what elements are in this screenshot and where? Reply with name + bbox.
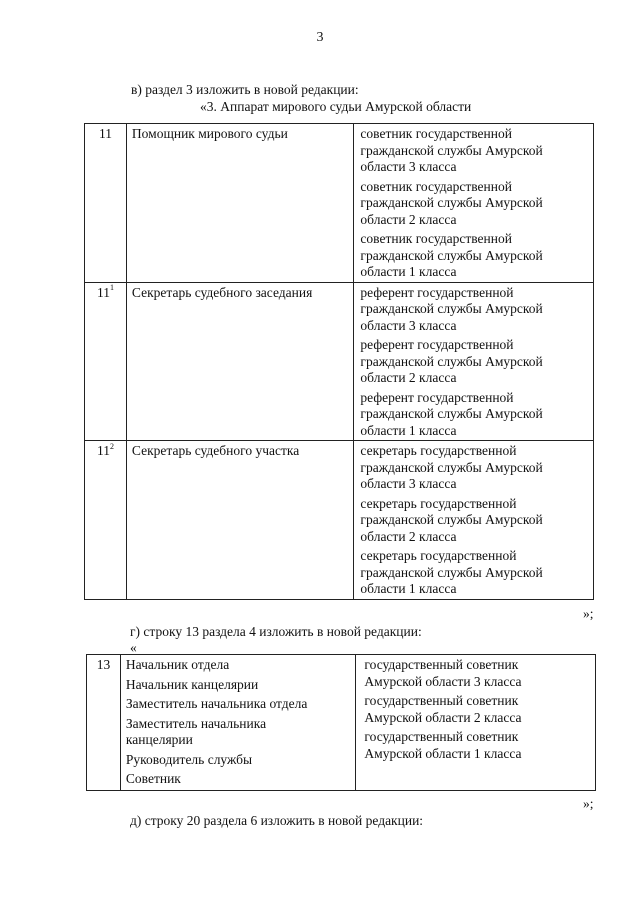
position-line: Советник (125, 771, 181, 786)
position-line: Начальник канцелярии (125, 676, 259, 692)
grade-line: Амурской области 3 класса (364, 673, 522, 689)
row-number-text: 11 (96, 443, 110, 458)
row-number-superscript: 2 (109, 441, 114, 451)
grade-line: области 3 класса (360, 476, 457, 491)
page-number: 3 (316, 30, 324, 45)
grade-line: гражданской службы Амурской (360, 247, 543, 263)
row-number-text: 11 (96, 284, 110, 300)
position-text: Помощник мирового судьи (131, 126, 288, 141)
grade-entry (360, 126, 593, 176)
position-entry (126, 657, 356, 674)
grade-entry (360, 231, 593, 281)
position-text: Секретарь судебного заседания (131, 284, 313, 300)
grade-line: Амурской области 1 класса (364, 745, 522, 761)
grade-line: секретарь государственной (360, 548, 517, 563)
grade-line: Амурской области 2 класса (364, 709, 522, 725)
grade-line: секретарь государственной (360, 495, 517, 511)
grade-line: области 3 класса (360, 317, 457, 333)
grade-line: референт государственной (360, 389, 514, 405)
grade-cell (356, 655, 596, 791)
grade-entry (360, 443, 593, 493)
grade-line: области 3 класса (360, 159, 457, 174)
grade-line: государственный советник (364, 657, 519, 672)
table-row (85, 124, 594, 283)
position-entry (126, 716, 356, 749)
position-entry (126, 696, 356, 713)
opening-quote: « (130, 640, 137, 655)
grade-entry (360, 285, 593, 335)
position-cell (120, 655, 356, 791)
grade-line: референт государственной (360, 337, 514, 352)
grade-line: государственный советник (364, 693, 519, 708)
position-line: Руководитель службы (125, 751, 253, 767)
grade-line: гражданской службы Амурской (360, 353, 543, 369)
table-row-13 (86, 654, 596, 791)
closing-quote: »; (583, 606, 594, 621)
row-number (85, 124, 127, 283)
grade-cell (354, 441, 594, 600)
grade-entry (360, 390, 593, 440)
position-entry (126, 752, 356, 769)
paragraph-d: д) строку 20 раздела 6 изложить в новой редакции: (130, 813, 424, 828)
position-cell (126, 282, 354, 441)
paragraph-v: в) раздел 3 изложить в новой редакции: (131, 82, 359, 97)
closing-quote-2: »; (583, 796, 594, 811)
table-row (87, 655, 596, 791)
grade-entry (364, 657, 595, 690)
grade-line: советник государственной (360, 178, 512, 194)
grade-line: области 1 класса (360, 422, 457, 438)
row-number: 13 (87, 655, 121, 791)
grade-line: гражданской службы Амурской (360, 195, 543, 210)
grade-entry (360, 496, 593, 546)
grade-entry (360, 337, 593, 387)
table-section-3 (84, 123, 594, 600)
grade-entry (364, 693, 595, 726)
grade-line: государственный советник (364, 729, 519, 744)
section-3-heading: «3. Аппарат мирового судьи Амурской области (200, 99, 472, 114)
row-number (85, 441, 127, 600)
grade-line: гражданской службы Амурской (360, 142, 543, 158)
grade-line: гражданской службы Амурской (360, 406, 543, 421)
row-number-text: 11 (98, 126, 112, 141)
position-line: Заместитель начальника отдела (125, 696, 308, 711)
position-cell (126, 441, 354, 600)
grade-entry (360, 548, 593, 598)
row-number-superscript: 1 (109, 283, 114, 292)
row-number (85, 282, 127, 441)
position-line: Начальник отдела (125, 657, 230, 672)
grade-line: области 2 класса (360, 211, 457, 227)
position-entry (126, 771, 356, 788)
position-entry (126, 677, 356, 694)
grade-line: секретарь государственной (360, 443, 517, 458)
grade-entry (364, 729, 595, 762)
grade-line: области 2 класса (360, 528, 457, 544)
grade-line: области 2 класса (360, 370, 457, 385)
paragraph-g: г) строку 13 раздела 4 изложить в новой редакции: (130, 624, 422, 639)
position-line: канцелярии (125, 732, 193, 747)
grade-line: области 1 класса (360, 264, 457, 279)
grade-line: гражданской службы Амурской (360, 564, 543, 580)
grade-line: гражданской службы Амурской (360, 459, 543, 475)
table-row (85, 282, 594, 441)
grade-line: гражданской службы Амурской (360, 301, 543, 316)
table-row (85, 441, 594, 600)
grade-cell (354, 124, 594, 283)
grade-line: советник государственной (360, 126, 512, 141)
position-text: Секретарь судебного участка (131, 443, 300, 458)
grade-line: гражданской службы Амурской (360, 512, 543, 527)
grade-line: области 1 класса (360, 581, 457, 596)
grade-line: советник государственной (360, 231, 512, 246)
position-cell (126, 124, 354, 283)
grade-cell (354, 282, 594, 441)
position-line: Заместитель начальника (125, 715, 267, 731)
grade-line: референт государственной (360, 284, 514, 300)
grade-entry (360, 179, 593, 229)
